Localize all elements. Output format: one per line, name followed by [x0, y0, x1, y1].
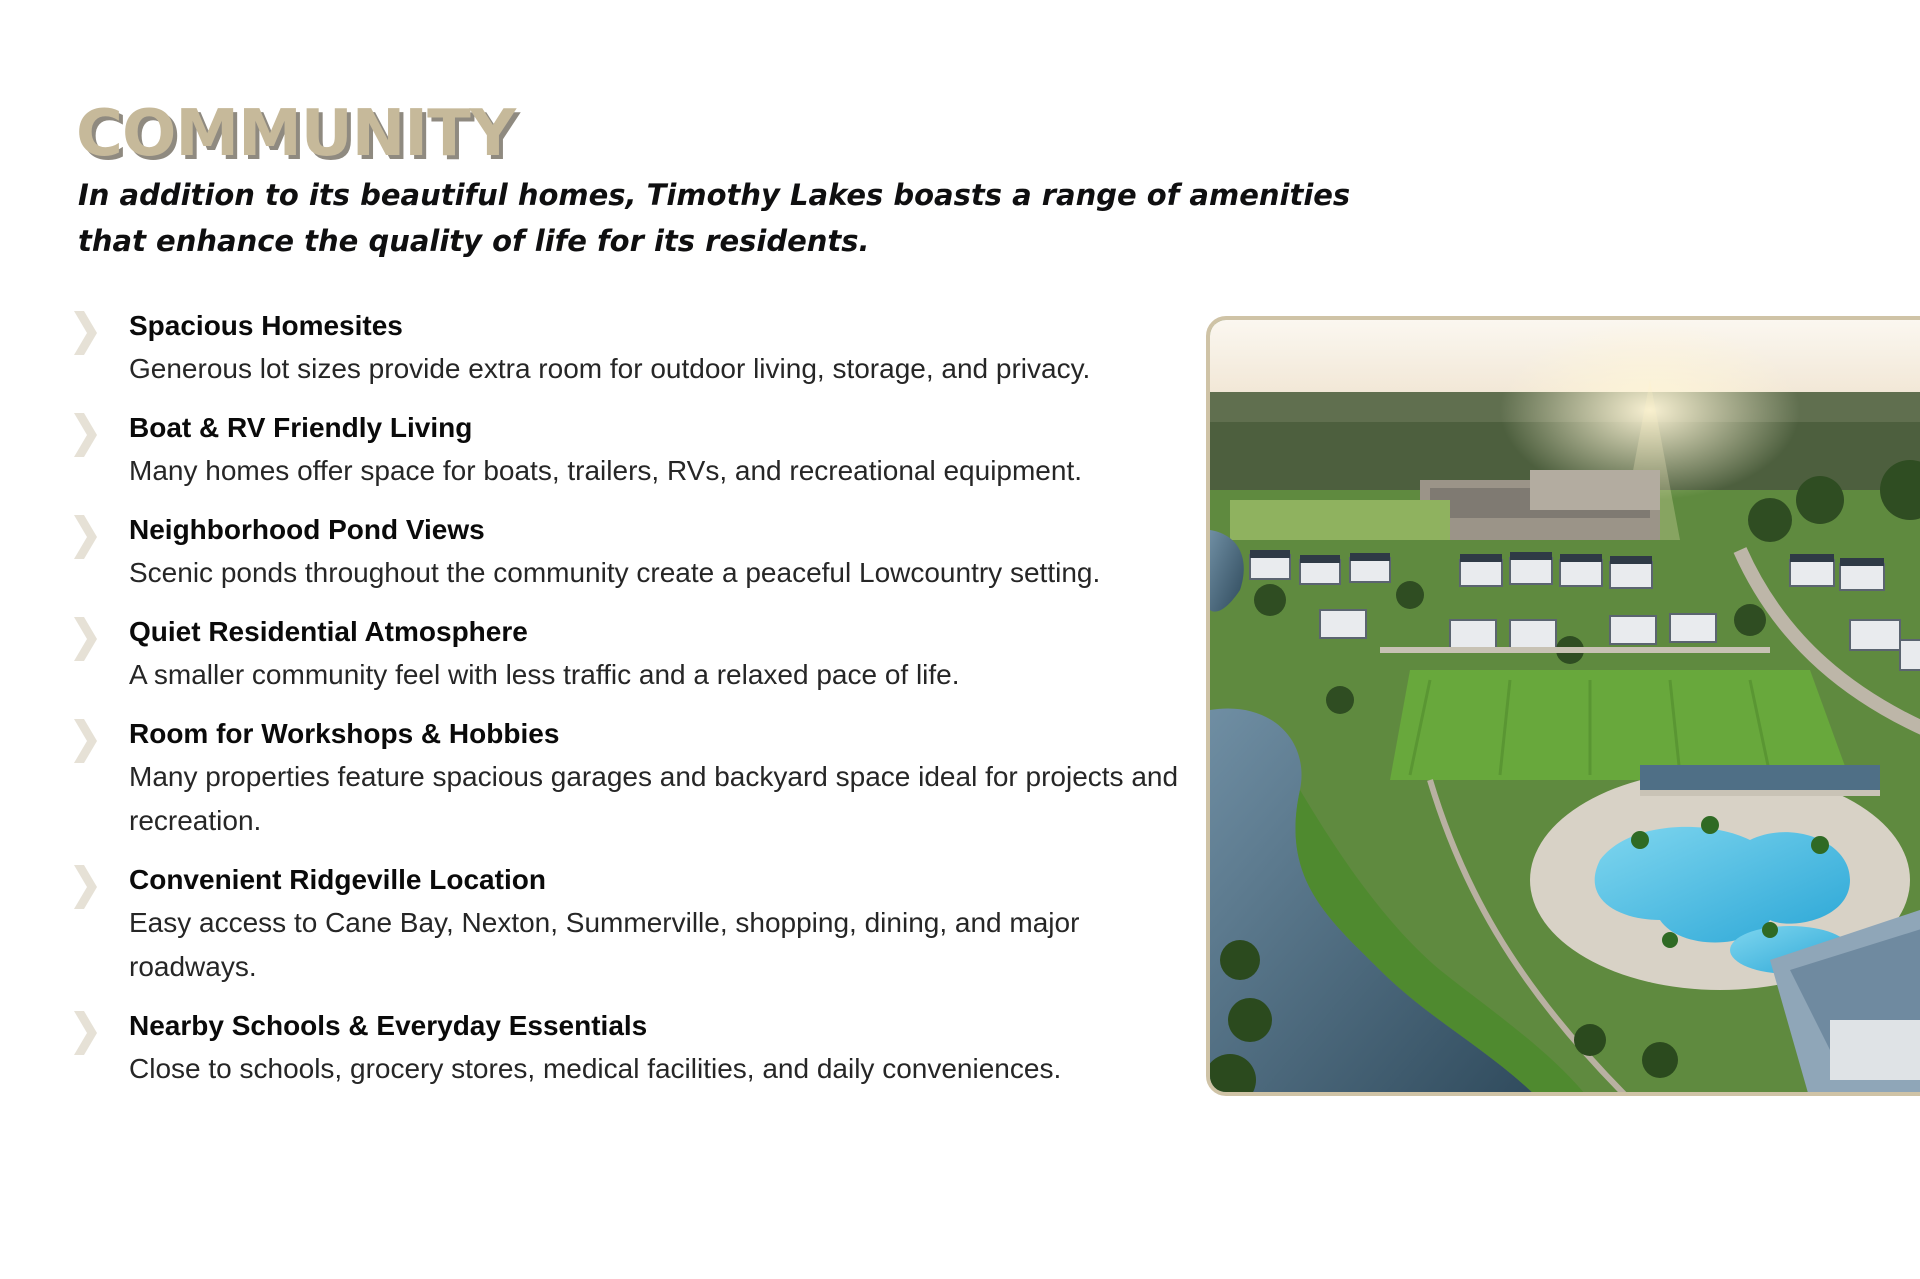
intro-text: In addition to its beautiful homes, Timothy Lakes boasts a range of amenities that enhance the quality of life for its residents.: [78, 178, 1351, 258]
chevron-right-icon: [70, 615, 100, 663]
feature-title: Neighborhood Pond Views: [129, 514, 485, 545]
chevron-right-icon: [70, 1009, 100, 1057]
feature-title: Boat & RV Friendly Living: [129, 412, 473, 443]
feature-description: Scenic ponds throughout the community create a peaceful Lowcountry setting.: [129, 557, 1101, 588]
feature-description: A smaller community feel with less traffic and a relaxed pace of life.: [129, 659, 960, 690]
feature-item: [70, 859, 1180, 989]
feature-item: [70, 305, 1180, 391]
feature-title: Nearby Schools & Everyday Essentials: [129, 1010, 648, 1041]
feature-title: Quiet Residential Atmosphere: [129, 616, 528, 647]
feature-description: Many homes offer space for boats, trailers, RVs, and recreational equipment.: [129, 455, 1083, 486]
feature-item: [70, 1005, 1180, 1091]
chevron-right-icon: [70, 411, 100, 459]
feature-item: [70, 611, 1180, 697]
feature-title: Room for Workshops & Hobbies: [129, 718, 560, 749]
page-title: COMMUNITY: [76, 97, 516, 171]
feature-item: [70, 509, 1180, 595]
feature-description: Easy access to Cane Bay, Nexton, Summerville, shopping, dining, and major roadways.: [129, 907, 1080, 982]
chevron-right-icon: [70, 717, 100, 765]
feature-description: Close to schools, grocery stores, medical facilities, and daily conveniences.: [129, 1053, 1062, 1084]
feature-title: Convenient Ridgeville Location: [129, 864, 546, 895]
chevron-right-icon: [70, 309, 100, 357]
aerial-community-photo: [1206, 316, 1920, 1096]
aerial-photo-illustration: [1210, 320, 1920, 1096]
feature-title: Spacious Homesites: [129, 310, 403, 341]
feature-list: [70, 305, 1180, 1107]
feature-description: Many properties feature spacious garages and backyard space ideal for projects and recreation.: [129, 761, 1179, 836]
feature-description: Generous lot sizes provide extra room for outdoor living, storage, and privacy.: [129, 353, 1091, 384]
feature-item: [70, 713, 1180, 843]
feature-item: [70, 407, 1180, 493]
chevron-right-icon: [70, 863, 100, 911]
chevron-right-icon: [70, 513, 100, 561]
